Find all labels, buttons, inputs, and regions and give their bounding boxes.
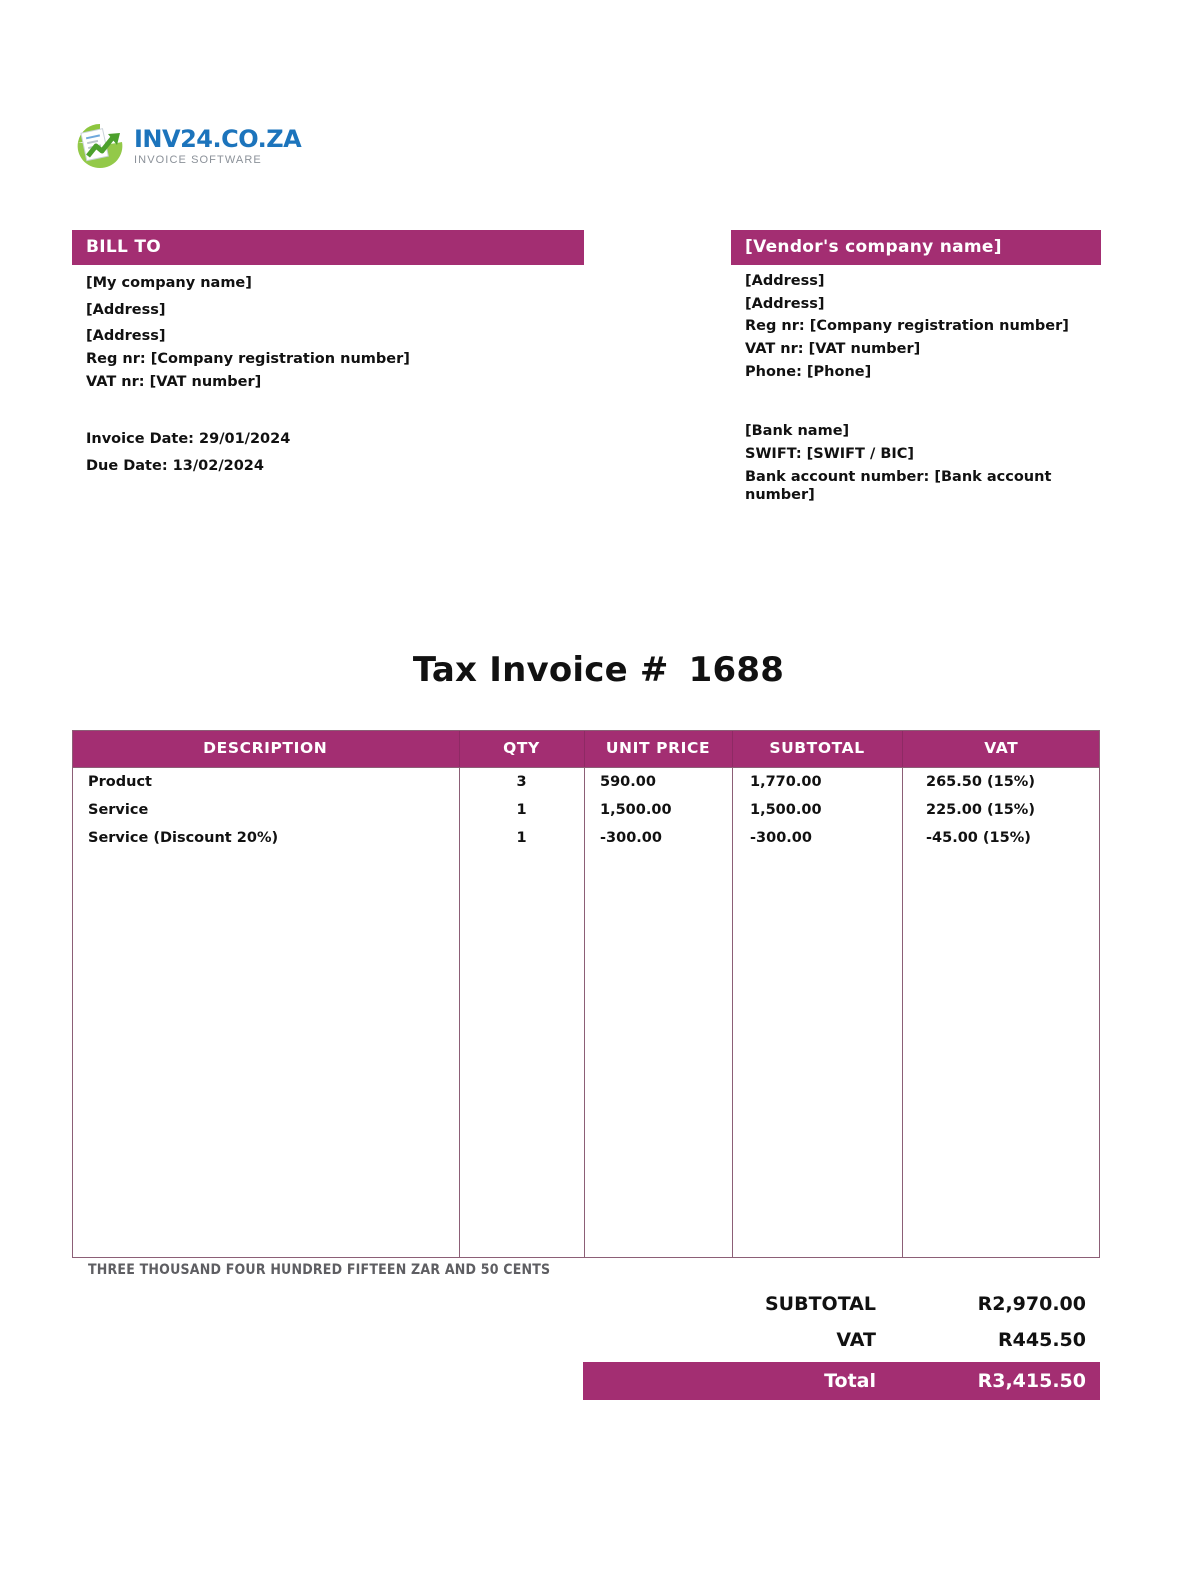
total-value: R3,415.50 xyxy=(977,1370,1086,1392)
doc-number: 1688 xyxy=(688,650,785,690)
cell-unit-price: 590.00 xyxy=(600,774,656,790)
vendor-panel xyxy=(731,230,1101,509)
vendor-line: Phone: [Phone] xyxy=(745,363,872,380)
cell-unit-price: 1,500.00 xyxy=(600,802,672,818)
vendor-lines xyxy=(731,265,1101,504)
subtotal-value: R2,970.00 xyxy=(977,1293,1086,1315)
invoice-date: Invoice Date: 29/01/2024 xyxy=(86,431,291,448)
vat-label: VAT xyxy=(836,1329,876,1351)
doc-title-text: Tax Invoice # xyxy=(412,650,669,690)
cell-description: Product xyxy=(88,774,152,790)
col-unit-price: UNIT PRICE xyxy=(584,730,732,767)
cell-description: Service xyxy=(88,802,149,818)
cell-vat: 225.00 (15%) xyxy=(926,802,1035,818)
col-vat: VAT xyxy=(902,730,1100,767)
bill-to-panel xyxy=(72,230,584,485)
cell-qty: 1 xyxy=(516,802,527,818)
brand-logo xyxy=(72,118,301,174)
vendor-line: Reg nr: [Company registration number] xyxy=(745,318,1069,335)
vendor-line: [Address] xyxy=(745,273,825,289)
amount-in-words: THREE THOUSAND FOUR HUNDRED FIFTEEN ZAR AND 50 CENTS xyxy=(88,1262,551,1278)
cell-subtotal: 1,500.00 xyxy=(750,802,822,818)
brand-title: INV24.CO.ZA xyxy=(134,124,302,153)
total-label: Total xyxy=(824,1370,876,1392)
totals-block xyxy=(583,1286,1100,1400)
bill-to-heading: BILL TO xyxy=(72,230,584,265)
table-row xyxy=(72,768,1100,796)
cell-vat: 265.50 (15%) xyxy=(926,774,1035,790)
line-items-table xyxy=(72,730,1100,767)
table-header-row xyxy=(72,730,1100,767)
cell-qty: 3 xyxy=(516,774,527,790)
col-subtotal: SUBTOTAL xyxy=(732,730,902,767)
bill-to-lines xyxy=(72,265,584,476)
table-row xyxy=(72,824,1100,852)
bill-to-line: [Address] xyxy=(86,301,166,318)
vendor-line: VAT nr: [VAT number] xyxy=(745,341,921,358)
due-date: Due Date: 13/02/2024 xyxy=(86,458,264,475)
vat-value: R445.50 xyxy=(998,1329,1086,1351)
cell-unit-price: -300.00 xyxy=(600,830,662,846)
vendor-line: [Address] xyxy=(745,295,825,312)
bank-account-number: Bank account number: [Bank account number] xyxy=(745,468,1052,503)
table-row xyxy=(72,796,1100,824)
totals-row-vat xyxy=(583,1322,1100,1358)
cell-vat: -45.00 (15%) xyxy=(926,830,1031,846)
bank-name: [Bank name] xyxy=(745,423,850,440)
line-items-body xyxy=(72,768,1100,852)
bill-to-line: VAT nr: [VAT number] xyxy=(86,373,262,390)
col-qty: QTY xyxy=(459,730,584,767)
cell-subtotal: -300.00 xyxy=(750,830,812,846)
page-title xyxy=(0,650,1197,690)
cell-qty: 1 xyxy=(516,830,527,846)
vendor-heading: [Vendor's company name] xyxy=(731,230,1101,265)
subtotal-label: SUBTOTAL xyxy=(764,1293,876,1315)
bank-swift: SWIFT: [SWIFT / BIC] xyxy=(745,446,915,463)
totals-row-total xyxy=(583,1362,1100,1400)
invoice-logo-icon xyxy=(72,118,128,174)
bill-to-line: [Address] xyxy=(86,328,166,345)
totals-row-subtotal xyxy=(583,1286,1100,1322)
cell-description: Service (Discount 20%) xyxy=(88,830,279,846)
bill-to-line: Reg nr: [Company registration number] xyxy=(86,351,410,368)
brand-subtitle: INVOICE SOFTWARE xyxy=(134,153,262,166)
bill-to-line: [My company name] xyxy=(86,275,252,291)
col-description: DESCRIPTION xyxy=(72,730,459,767)
cell-subtotal: 1,770.00 xyxy=(750,774,822,790)
